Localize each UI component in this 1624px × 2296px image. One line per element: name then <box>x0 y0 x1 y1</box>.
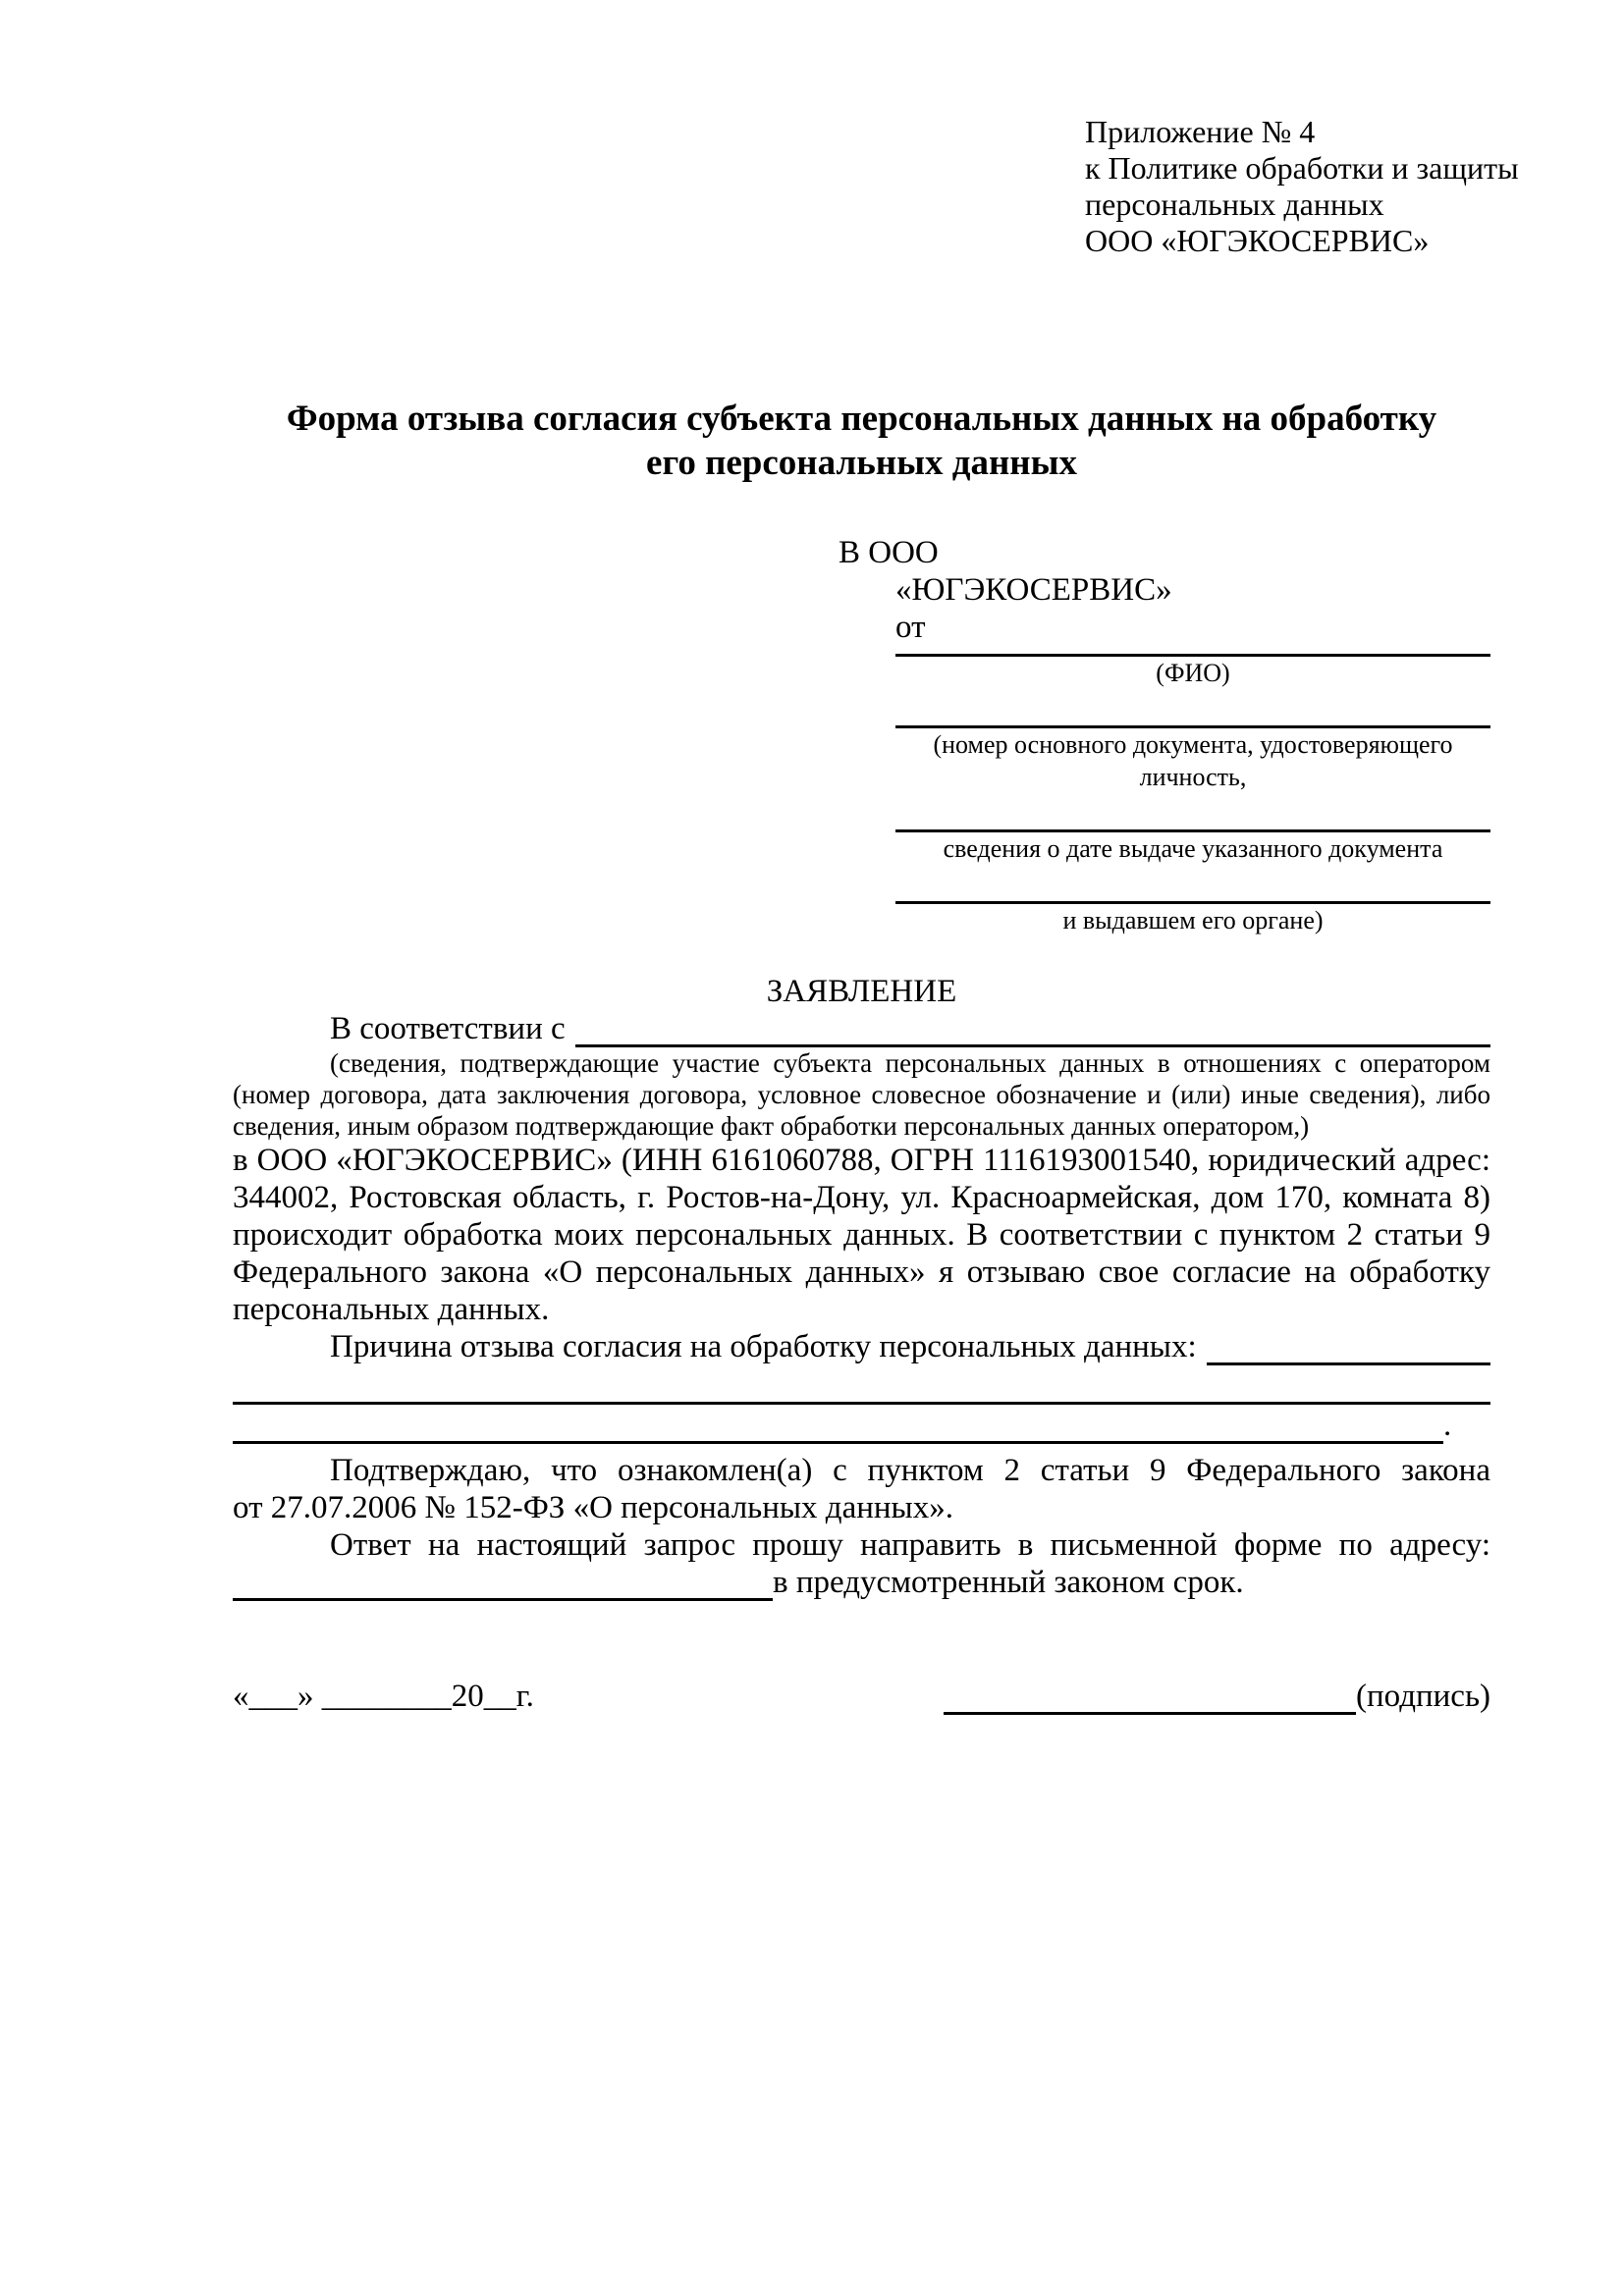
appendix-line-1: Приложение № 4 <box>1085 114 1316 149</box>
reply-suffix-text: в предусмотренный законом срок. <box>773 1565 1244 1600</box>
document-content <box>233 114 1519 1715</box>
statement-body: в ООО «ЮГЭКОСЕРВИС» (ИНН 6161060788, ОГРН 1116193001540, юридический адрес: 344002, Ростовская область, г. Ростов-на-Дону, ул. Красноармейская, дом 170, комната 8) происходит обработка моих персональных данных. В соответствии с пунктом 2 статьи 9 Федерального закона «О персональных данных» я отзываю свое согласие на обработку персональных данных. <box>233 1143 1490 1327</box>
reason-text: Причина отзыва согласия на обработку персональных данных: <box>330 1329 1197 1364</box>
issue-date-blank-line <box>895 793 1490 832</box>
reason-row <box>233 1328 1490 1365</box>
reason-blank-row-3 <box>233 1405 1490 1444</box>
issuing-authority-caption: и выдавшем его органе) <box>1062 906 1324 934</box>
footnote-text: (сведения, подтверждающие участие субъекта персональных данных в отношениях с оператором (номер договора, дата заключения договора, условное словесное обозначение и (или) иные сведения), либо сведения, иным образом подтверждающие факт обработки персональных данных оператором,) <box>233 1048 1490 1141</box>
signature-blank-line <box>944 1682 1356 1715</box>
document-title <box>233 397 1490 485</box>
reason-blank-line <box>1207 1329 1490 1365</box>
intro-blank-line <box>575 1011 1490 1047</box>
appendix-line-3: персональных данных <box>1085 187 1384 222</box>
fio-blank-line <box>895 646 1490 657</box>
intro-row <box>233 1010 1490 1047</box>
issue-date-caption: сведения о дате выдаче указанного документа <box>943 834 1443 863</box>
footer-row <box>233 1678 1490 1715</box>
appendix-line-4: ООО «ЮГЭКОСЕРВИС» <box>1085 223 1430 258</box>
signature-caption: (подпись) <box>1356 1679 1490 1714</box>
document-title-line-2: его персональных данных <box>646 443 1077 483</box>
doc-number-blank-line <box>895 689 1490 728</box>
recipient-block <box>839 534 1490 936</box>
intro-text: В соответствии с <box>330 1011 566 1046</box>
recipient-to-line-2: «ЮГЭКОСЕРВИС» <box>895 572 1172 608</box>
document-title-line-1: Форма отзыва согласия субъекта персональных данных на обработку <box>286 399 1437 439</box>
signature-group <box>944 1678 1490 1715</box>
recipient-to-line-1: В ООО <box>839 535 939 570</box>
date-blank-line: «___» ________20__г. <box>233 1679 534 1714</box>
reply-request-text: Ответ на настоящий запрос прошу направить в письменной форме по адресу: <box>330 1527 1490 1563</box>
appendix-line-2: к Политике обработки и защиты <box>1085 150 1519 186</box>
reason-blank-line-3 <box>233 1405 1443 1444</box>
doc-number-caption: (номер основного документа, удостоверяющего личность, <box>933 730 1453 791</box>
confirm-line-2: от 27.07.2006 № 152-ФЗ «О персональных данных». <box>233 1490 953 1525</box>
issuing-authority-blank-line <box>895 865 1490 904</box>
blank-terminator: . <box>1443 1408 1452 1443</box>
statement-heading: ЗАЯВЛЕНИЕ <box>766 974 957 1009</box>
appendix-block <box>1085 114 1519 259</box>
reply-address-row <box>233 1564 1490 1601</box>
confirm-line-1: Подтверждаю, что ознакомлен(а) с пунктом 2 статьи 9 Федерального закона <box>330 1453 1490 1488</box>
address-blank-line <box>233 1565 773 1601</box>
reason-blank-line-2 <box>233 1365 1490 1405</box>
confirm-paragraph <box>233 1452 1490 1526</box>
recipient-from-label: от <box>895 610 926 645</box>
fio-caption: (ФИО) <box>1156 659 1230 687</box>
